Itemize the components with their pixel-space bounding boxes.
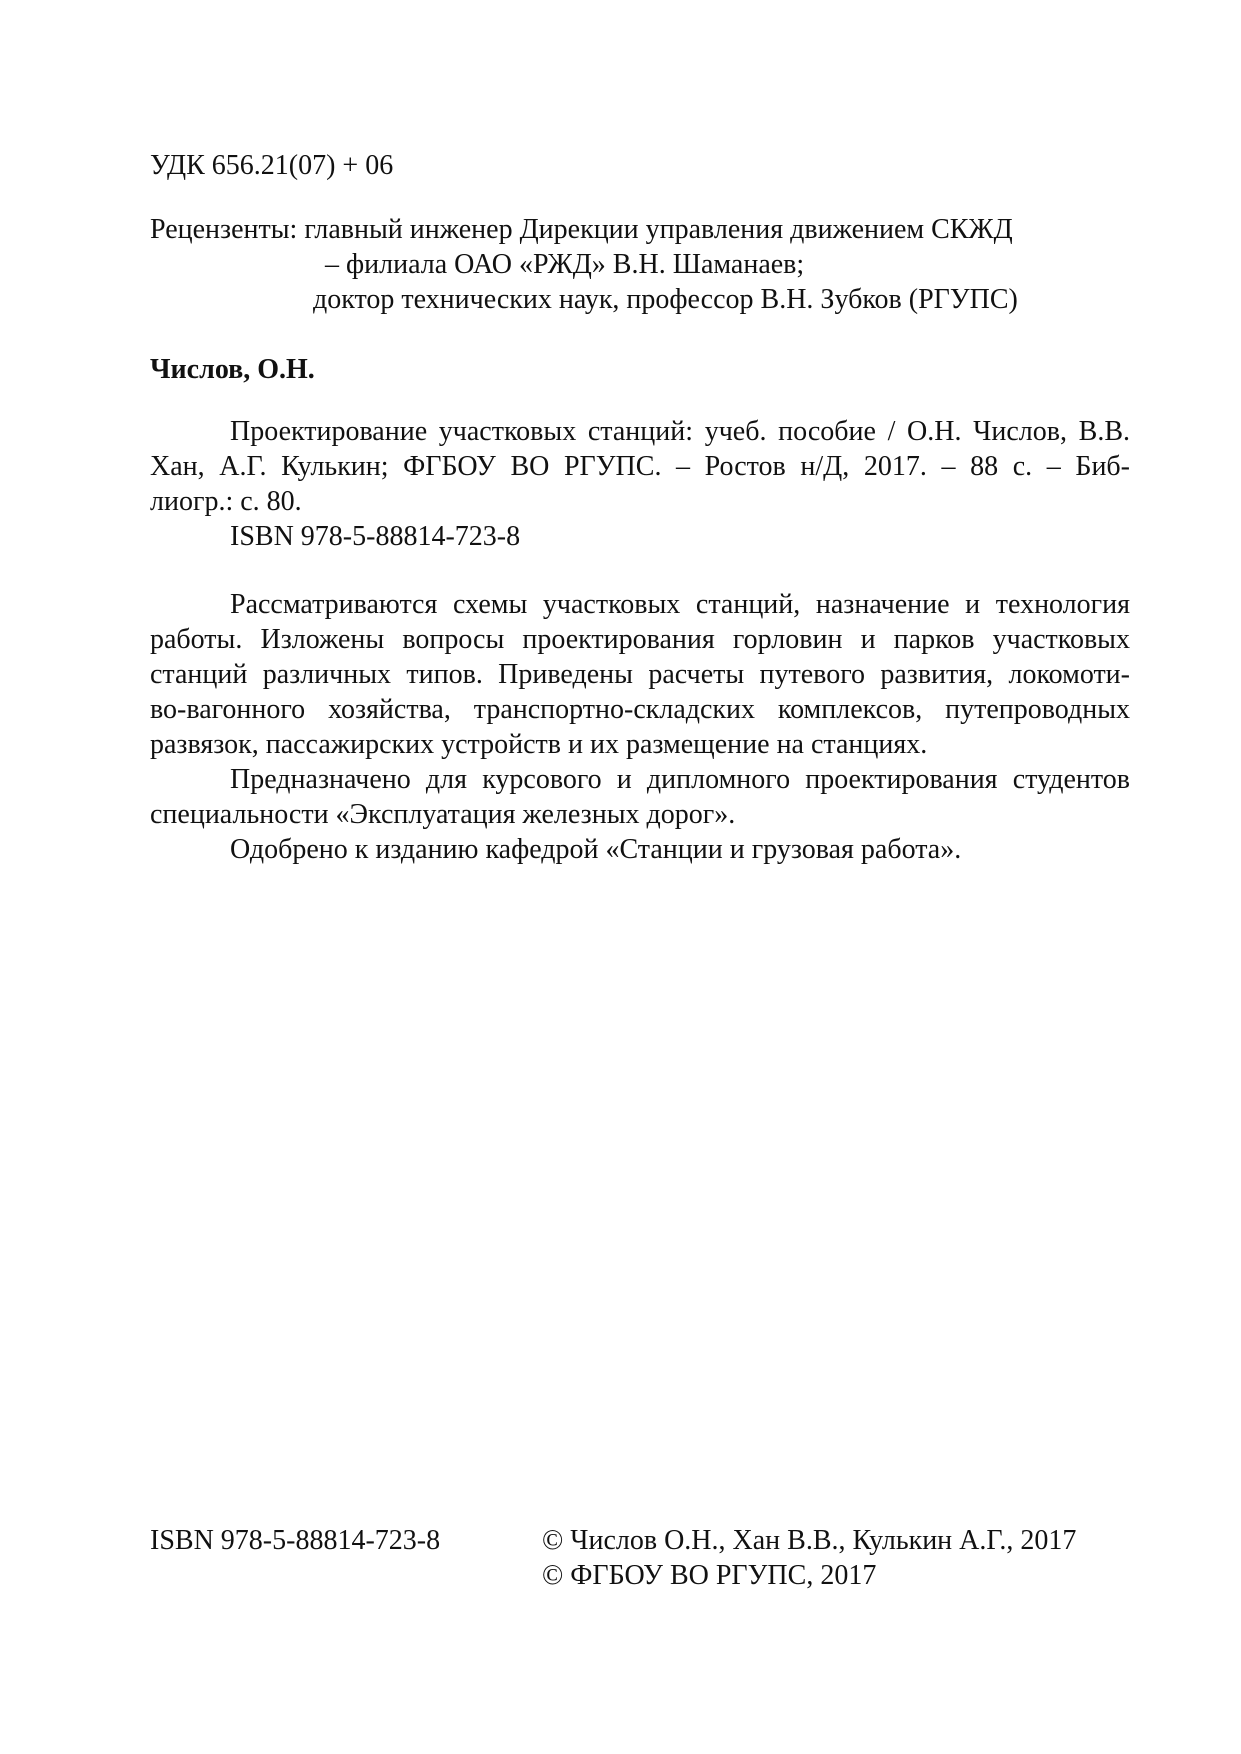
bibliographic-record [150,414,1130,554]
footer-isbn: ISBN 978-5-88814-723-8 [150,1525,441,1556]
imprint-footer [150,1523,1130,1593]
biblio-line-1: Проектирование участковых станций: учеб. пособие / О.Н. Числов, В.В. [230,416,1130,447]
annotation-line-6: Предназначено для курсового и дипломного проектирования студентов [230,764,1130,795]
annotation-line-1: Рассматриваются схемы участковых станций, назначение и технология [230,589,1130,620]
copyright-university: © ФГБОУ ВО РГУПС, 2017 [542,1560,877,1591]
biblio-line-3: лиогр.: с. 80. [150,486,302,517]
annotation-line-5: развязок, пассажирских устройств и их размещение на станциях. [150,729,928,760]
copyright-block [542,1523,1076,1593]
annotation-line-3: станций различных типов. Приведены расчеты путевого развития, локомоти- [150,659,1130,690]
copyright-authors: © Числов О.Н., Хан В.В., Кулькин А.Г., 2017 [542,1525,1077,1556]
isbn-line: ISBN 978-5-88814-723-8 [230,521,521,552]
reviewers-line-2: – филиала ОАО «РЖД» В.Н. Шаманаев; [325,249,805,280]
biblio-line-2: Хан, А.Г. Кулькин; ФГБОУ ВО РГУПС. – Ростов н/Д, 2017. – 88 с. – Биб- [150,451,1130,482]
annotation-block [150,587,1130,867]
reviewers-block [150,212,1130,317]
reviewers-line-3: доктор технических наук, профессор В.Н. Зубков (РГУПС) [313,284,1018,315]
annotation-line-8: Одобрено к изданию кафедрой «Станции и грузовая работа». [230,834,962,865]
reviewers-line-1: Рецензенты: главный инженер Дирекции управления движением СКЖД [150,214,1013,245]
udk-code: УДК 656.21(07) + 06 [150,150,394,181]
author-heading: Числов, О.Н. [150,354,315,385]
annotation-line-2: работы. Изложены вопросы проектирования горловин и парков участковых [150,624,1130,655]
annotation-line-4: во-вагонного хозяйства, транспортно-складских комплексов, путепроводных [150,694,1130,725]
annotation-line-7: специальности «Эксплуатация железных дорог». [150,799,736,830]
